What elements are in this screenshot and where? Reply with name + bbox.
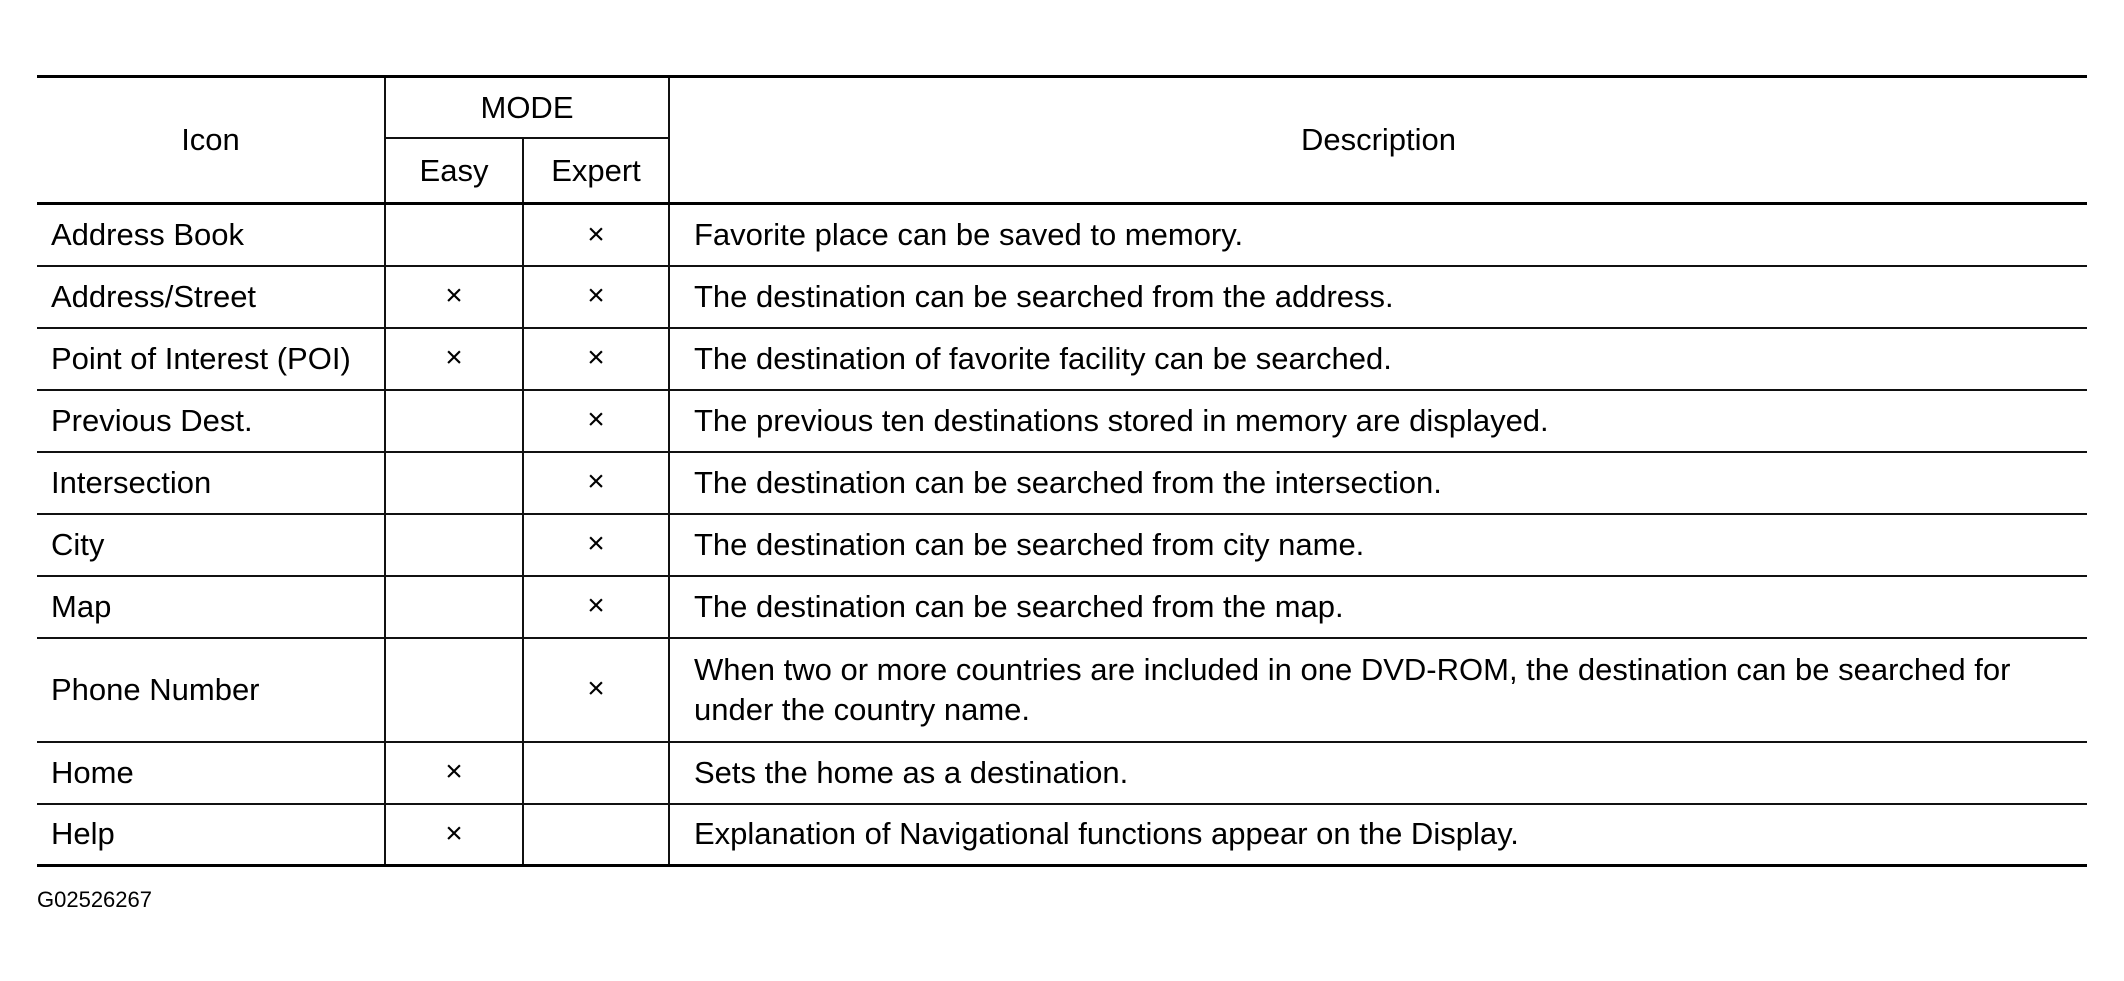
row-expert-mark (523, 804, 669, 866)
table-row (37, 390, 2087, 452)
row-icon-name: Home (37, 742, 385, 804)
row-icon-name: Previous Dest. (37, 390, 385, 452)
row-easy-mark (385, 638, 523, 742)
row-icon-name: Address/Street (37, 266, 385, 328)
row-easy-mark: × (385, 328, 523, 390)
header-expert: Expert (523, 138, 669, 204)
row-description: The destination can be searched from the address. (669, 266, 2087, 328)
row-expert-mark: × (523, 514, 669, 576)
figure-id: G02526267 (37, 887, 152, 912)
row-easy-mark (385, 514, 523, 576)
row-icon-name: Address Book (37, 204, 385, 266)
table-body (37, 204, 2087, 866)
row-expert-mark: × (523, 204, 669, 266)
row-easy-mark: × (385, 804, 523, 866)
row-expert-mark: × (523, 452, 669, 514)
table-row (37, 328, 2087, 390)
row-easy-mark (385, 452, 523, 514)
row-expert-mark (523, 742, 669, 804)
table-row (37, 576, 2087, 638)
row-description: The destination can be searched from the map. (669, 576, 2087, 638)
row-icon-name: Help (37, 804, 385, 866)
header-description: Description (669, 77, 2087, 204)
table-row (37, 742, 2087, 804)
row-icon-name: Map (37, 576, 385, 638)
row-description: The previous ten destinations stored in memory are displayed. (669, 390, 2087, 452)
table-row (37, 452, 2087, 514)
table-row (37, 266, 2087, 328)
row-expert-mark: × (523, 638, 669, 742)
row-description: The destination can be searched from city name. (669, 514, 2087, 576)
row-icon-name: Intersection (37, 452, 385, 514)
row-easy-mark (385, 204, 523, 266)
row-icon-name: Point of Interest (POI) (37, 328, 385, 390)
row-description: The destination can be searched from the intersection. (669, 452, 2087, 514)
row-easy-mark: × (385, 742, 523, 804)
row-icon-name: City (37, 514, 385, 576)
navigation-mode-table (37, 75, 2087, 867)
table-row (37, 638, 2087, 742)
table-row (37, 514, 2087, 576)
row-icon-name: Phone Number (37, 638, 385, 742)
row-easy-mark (385, 576, 523, 638)
header-mode: MODE (385, 77, 669, 138)
row-description: Sets the home as a destination. (669, 742, 2087, 804)
table-row (37, 804, 2087, 866)
document-sheet (37, 75, 2087, 867)
header-icon: Icon (37, 77, 385, 204)
row-expert-mark: × (523, 266, 669, 328)
row-description: Explanation of Navigational functions appear on the Display. (669, 804, 2087, 866)
row-description: Favorite place can be saved to memory. (669, 204, 2087, 266)
row-description: The destination of favorite facility can be searched. (669, 328, 2087, 390)
table-row (37, 204, 2087, 266)
row-expert-mark: × (523, 328, 669, 390)
header-easy: Easy (385, 138, 523, 204)
row-expert-mark: × (523, 576, 669, 638)
row-description: When two or more countries are included in one DVD-ROM, the destination can be searched for under the country name. (669, 638, 2087, 742)
table-header (37, 77, 2087, 204)
row-expert-mark: × (523, 390, 669, 452)
row-easy-mark (385, 390, 523, 452)
row-easy-mark: × (385, 266, 523, 328)
